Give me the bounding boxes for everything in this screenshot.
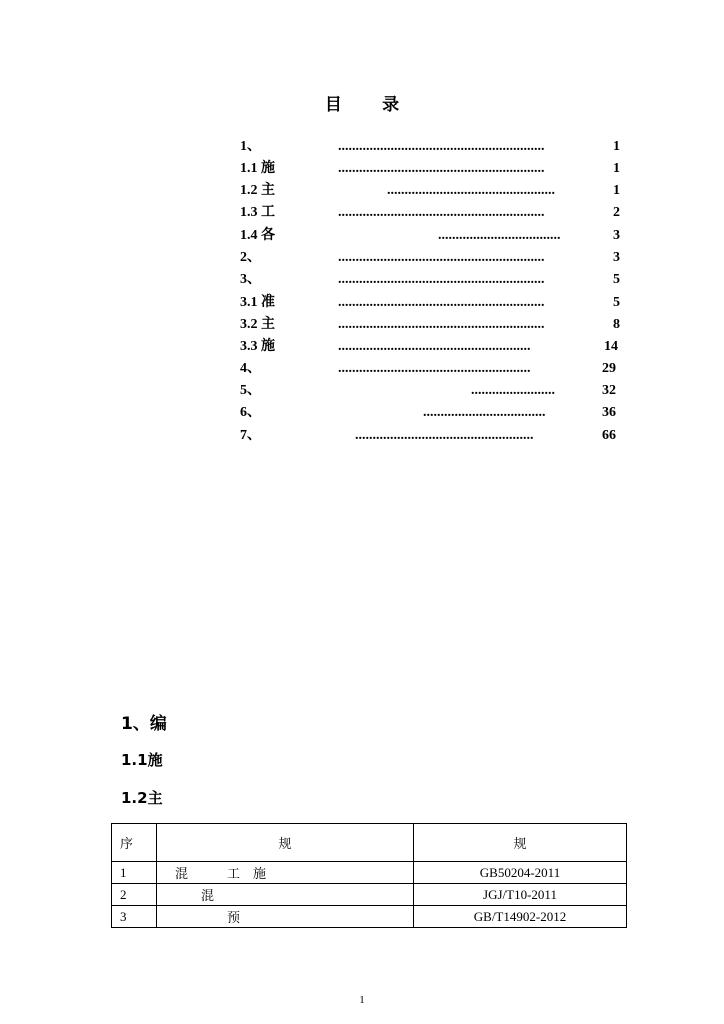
toc-entry-leader: ...................................................: [355, 428, 534, 443]
toc-entry[interactable]: [240, 358, 616, 380]
table-row: [112, 906, 627, 928]
toc-entry[interactable]: [240, 136, 620, 158]
toc-entry[interactable]: [240, 225, 620, 247]
toc-entry[interactable]: [240, 336, 618, 358]
toc-entry-page: 1: [613, 139, 620, 154]
toc-entry-number: 5、: [240, 383, 261, 398]
toc-entry-leader: .......................................................: [338, 361, 531, 376]
toc-entry[interactable]: [240, 380, 616, 402]
toc-entry-leader: ...................................: [438, 228, 561, 243]
toc-entry[interactable]: [240, 425, 616, 447]
table-cell-index: 2: [112, 884, 157, 906]
toc-entry-page: 32: [602, 383, 616, 398]
standards-table: [111, 823, 627, 928]
toc-entry-number: 2、: [240, 250, 261, 265]
toc-entry[interactable]: [240, 269, 620, 291]
toc-entry[interactable]: [240, 292, 620, 314]
table-row: [112, 884, 627, 906]
toc-entry-number: 1.2 主: [240, 183, 275, 198]
table-cell-name: 预: [157, 906, 414, 928]
toc-entry-number: 6、: [240, 405, 261, 420]
toc-entry-leader: ...........................................................: [338, 295, 545, 310]
toc-entry-leader: .......................................................: [338, 339, 531, 354]
toc-title: 目 录: [324, 95, 418, 114]
table-cell-index: 1: [112, 862, 157, 884]
toc-entry-number: 1.1 施: [240, 161, 275, 176]
toc-entry-leader: ...........................................................: [338, 250, 545, 265]
table-cell-index: 3: [112, 906, 157, 928]
toc-entry-leader: ...........................................................: [338, 272, 545, 287]
toc-entry-page: 2: [613, 205, 620, 220]
toc-entry-number: 4、: [240, 361, 261, 376]
toc-entry[interactable]: [240, 202, 620, 224]
toc-entry[interactable]: [240, 158, 620, 180]
toc-entry[interactable]: [240, 180, 620, 202]
table-cell-code: JGJ/T10-2011: [414, 884, 627, 906]
toc-entry-number: 3、: [240, 272, 261, 287]
section-heading-1-1: 1.1施: [121, 751, 163, 769]
toc-entry-page: 36: [602, 405, 616, 420]
column-header-index: 序: [112, 824, 157, 862]
toc-entry-number: 3.2 主: [240, 317, 275, 332]
table-cell-code: GB50204-2011: [414, 862, 627, 884]
toc-entry-leader: ...........................................................: [338, 161, 545, 176]
toc-entry-page: 29: [602, 361, 616, 376]
table-cell-name: 混: [157, 884, 414, 906]
column-header-name: 规: [157, 824, 414, 862]
toc-entry-number: 1.4 各: [240, 228, 275, 243]
toc-entry-page: 5: [613, 295, 620, 310]
toc-entry-page: 3: [613, 228, 620, 243]
toc-entry[interactable]: [240, 314, 620, 336]
toc-entry-leader: ...........................................................: [338, 205, 545, 220]
toc-entry-number: 3.1 准: [240, 295, 275, 310]
table-cell-code: GB/T14902-2012: [414, 906, 627, 928]
table-header-row: [112, 824, 627, 862]
toc-entry-leader: ................................................: [387, 183, 555, 198]
toc-entry-page: 8: [613, 317, 620, 332]
column-header-code: 规: [414, 824, 627, 862]
toc-entry-page: 66: [602, 428, 616, 443]
toc-entry-leader: ...........................................................: [338, 317, 545, 332]
toc-entry-leader: ...................................: [423, 405, 546, 420]
toc-entry-leader: ...........................................................: [338, 139, 545, 154]
table-cell-name: 混 工 施: [157, 862, 414, 884]
toc-entry-leader: ........................: [471, 383, 555, 398]
toc-entry[interactable]: [240, 247, 620, 269]
toc-entry-number: 1、: [240, 139, 261, 154]
toc-entry-page: 1: [613, 183, 620, 198]
toc-entry-number: 7、: [240, 428, 261, 443]
toc-entry-page: 3: [613, 250, 620, 265]
toc-entry-page: 5: [613, 272, 620, 287]
toc-entry-number: 3.3 施: [240, 339, 275, 354]
section-heading-1-2: 1.2主: [121, 789, 163, 807]
table-row: [112, 862, 627, 884]
section-heading-1: 1、编: [121, 714, 167, 734]
page-number: 1: [359, 994, 365, 1006]
toc-entry[interactable]: [240, 402, 616, 424]
toc-entry-page: 1: [613, 161, 620, 176]
toc-entry-page: 14: [604, 339, 618, 354]
toc-entry-number: 1.3 工: [240, 205, 275, 220]
